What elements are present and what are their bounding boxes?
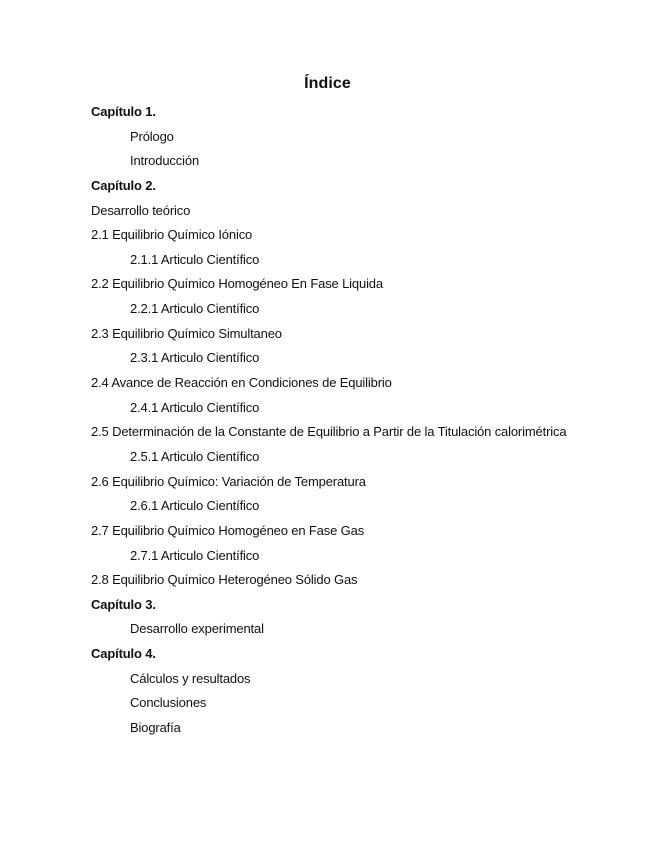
toc-entry-2-8: 2.8 Equilibrio Químico Heterogéneo Sólido Gas	[91, 572, 358, 588]
toc-entry-desarrollo-experimental: Desarrollo experimental	[130, 621, 264, 637]
toc-entry-2-5: 2.5 Determinación de la Constante de Equilibrio a Partir de la Titulación calorimétrica	[91, 424, 567, 440]
toc-entry-2-2-1: 2.2.1 Articulo Científico	[130, 301, 260, 317]
toc-entry-2-7: 2.7 Equilibrio Químico Homogéneo en Fase Gas	[91, 522, 365, 538]
toc-entry-chapter-2: Capítulo 2.	[91, 177, 156, 193]
toc-entry-2-4: 2.4 Avance de Reacción en Condiciones de Equilibrio	[91, 375, 392, 391]
toc-entry-2-6: 2.6 Equilibrio Químico: Variación de Temperatura	[91, 473, 366, 489]
toc-entry-2-1: 2.1 Equilibrio Químico Iónico	[91, 227, 253, 243]
toc-entry-2-3: 2.3 Equilibrio Químico Simultaneo	[91, 325, 282, 341]
toc-entry-2-4-1: 2.4.1 Articulo Científico	[130, 399, 260, 415]
toc-entry-2-6-1: 2.6.1 Articulo Científico	[130, 498, 260, 514]
toc-entry-biografia: Biografía	[130, 720, 181, 736]
page-title: Índice	[304, 75, 351, 92]
toc-entry-2-5-1: 2.5.1 Articulo Científico	[130, 448, 260, 464]
toc-entry-chapter-3: Capítulo 3.	[91, 596, 156, 612]
toc-entry-desarrollo-teorico: Desarrollo teórico	[91, 202, 191, 218]
toc-entry-2-2: 2.2 Equilibrio Químico Homogéneo En Fase Liquida	[91, 276, 383, 292]
toc-entry-2-1-1: 2.1.1 Articulo Científico	[130, 251, 260, 267]
toc-entry-calculos-resultados: Cálculos y resultados	[130, 670, 251, 686]
toc-entry-introduccion: Introducción	[130, 153, 200, 169]
toc-entry-2-7-1: 2.7.1 Articulo Científico	[130, 547, 260, 563]
toc-entry-prologo: Prólogo	[130, 128, 174, 144]
toc-entry-chapter-4: Capítulo 4.	[91, 646, 156, 662]
toc-entry-conclusiones: Conclusiones	[130, 695, 207, 711]
table-of-contents	[91, 102, 651, 743]
toc-entry-chapter-1: Capítulo 1.	[91, 104, 156, 119]
toc-entry-2-3-1: 2.3.1 Articulo Científico	[130, 350, 260, 366]
